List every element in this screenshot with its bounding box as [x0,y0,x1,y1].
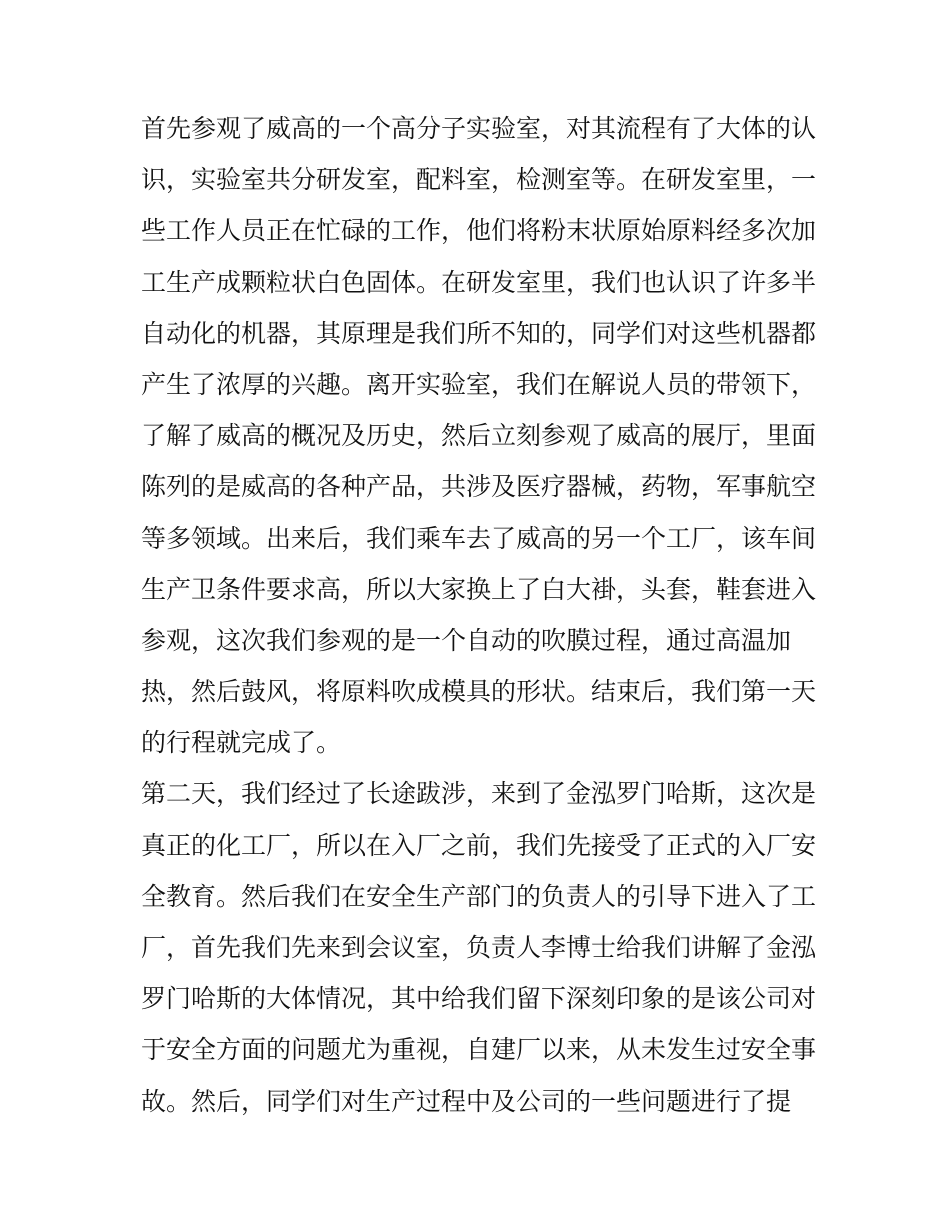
text-line-3: 些工作人员正在忙碌的工作，他们将粉末状原始原料经多次加 [141,216,817,246]
body-text [141,103,821,1127]
text-line-1: 首先参观了威高的一个高分子实验室，对其流程有了大体的认 [141,114,817,143]
text-line-15: 真正的化工厂，所以在入厂之前，我们先接受了正式的入厂安 [141,830,817,860]
text-line-16: 全教育。然后我们在安全生产部门的负责人的引导下进入了工 [141,881,817,911]
text-line-19: 于安全方面的问题尤为重视，自建厂以来，从未发生过安全事 [141,1035,817,1065]
text-line-4: 工生产成颗粒状白色固体。在研发室里，我们也认识了许多半 [141,267,817,297]
text-line-11: 参观，这次我们参观的是一个自动的吹膜过程，通过高温加 [141,625,792,655]
text-line-14: 第二天，我们经过了长途跋涉，来到了金泓罗门哈斯，这次是 [141,779,817,809]
text-line-7: 了解了威高的概况及历史，然后立刻参观了威高的展厅，里面 [141,421,817,451]
text-line-13: 的行程就完成了。 [141,728,342,758]
text-line-5: 自动化的机器，其原理是我们所不知的，同学们对这些机器都 [141,318,817,348]
text-line-8: 陈列的是威高的各种产品，共涉及医疗器械，药物，军事航空 [141,472,817,502]
text-line-20: 故。然后，同学们对生产过程中及公司的一些问题进行了提 [141,1086,792,1116]
text-line-18: 罗门哈斯的大体情况，其中给我们留下深刻印象的是该公司对 [141,984,817,1014]
text-line-6: 产生了浓厚的兴趣。离开实验室，我们在解说人员的带领下， [141,369,817,399]
text-line-2: 识，实验室共分研发室，配料室，检测室等。在研发室里，一 [141,165,817,195]
text-line-9: 等多领域。出来后，我们乘车去了威高的另一个工厂，该车间 [141,523,817,553]
text-line-17: 厂，首先我们先来到会议室，负责人李博士给我们讲解了金泓 [141,933,817,962]
text-line-10: 生产卫条件要求高，所以大家换上了白大褂，头套，鞋套进入 [141,574,817,604]
text-line-12: 热，然后鼓风，将原料吹成模具的形状。结束后，我们第一天 [141,677,817,707]
